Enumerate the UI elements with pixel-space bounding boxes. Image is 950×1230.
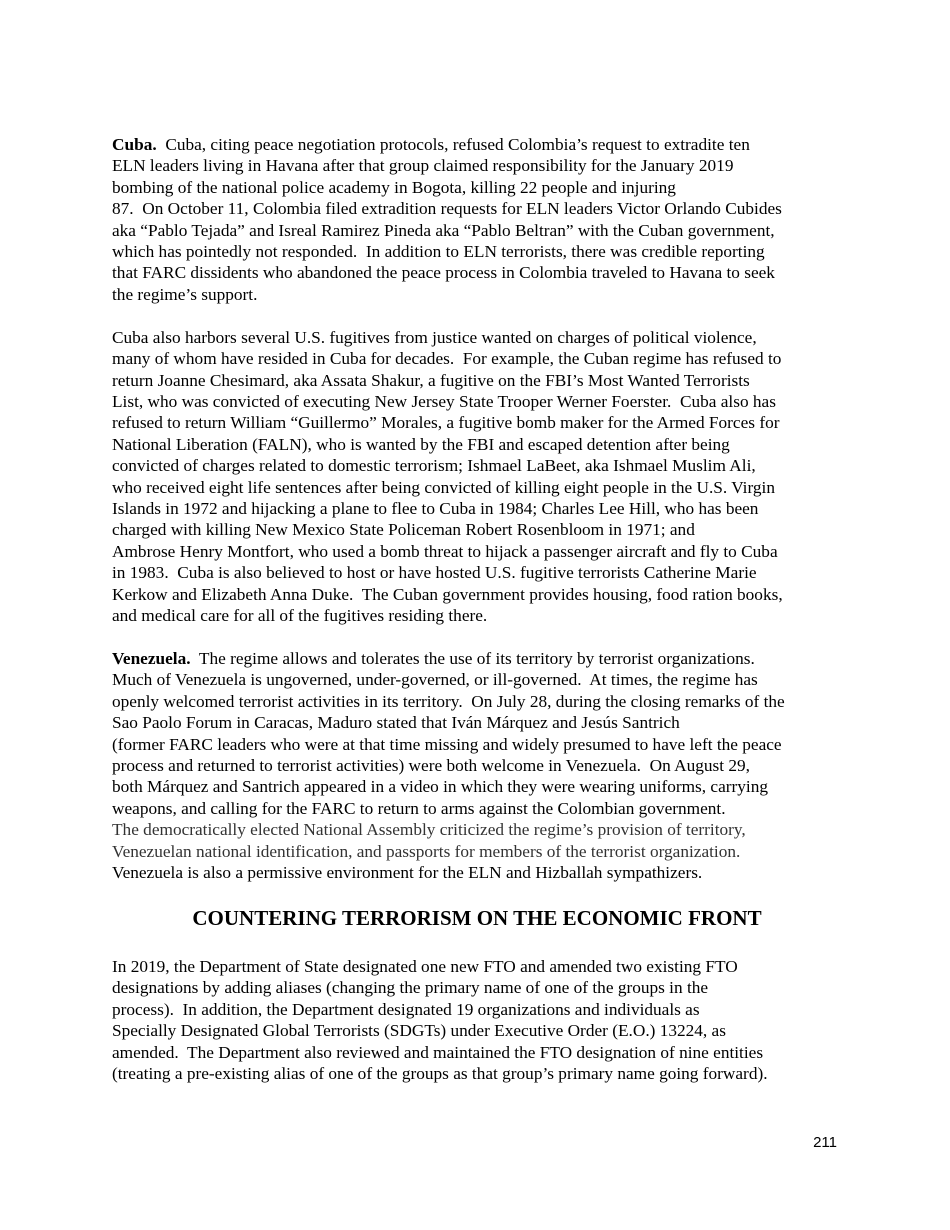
text-line: Cuba also harbors several U.S. fugitives from justice wanted on charges of political violence,	[112, 327, 757, 347]
text-line: Venezuela. The regime allows and tolerates the use of its territory by terrorist organizations.	[112, 648, 755, 668]
text-line: openly welcomed terrorist activities in its territory. On July 28, during the closing remarks of the	[112, 691, 785, 711]
text-line: Islands in 1972 and hijacking a plane to flee to Cuba in 1984; Charles Lee Hill, who has been	[112, 499, 759, 518]
document-page	[112, 134, 842, 1106]
text-line: aka “Pablo Tejada” and Isreal Ramirez Pineda aka “Pablo Beltran” with the Cuban government,	[112, 220, 775, 240]
text-line: convicted of charges related to domestic terrorism; Ishmael LaBeet, aka Ishmael Muslim Ali,	[112, 456, 756, 476]
text-line: Much of Venezuela is ungoverned, under-governed, or ill-governed. At times, the regime has	[112, 670, 758, 690]
text-line: Venezuela is also a permissive environment for the ELN and Hizballah sympathizers.	[112, 863, 703, 882]
text-line: weapons, and calling for the FARC to return to arms against the Colombian government.	[112, 798, 726, 818]
venezuela-lead: Venezuela.	[112, 648, 191, 668]
text-line: ELN leaders living in Havana after that group claimed responsibility for the January 2019	[112, 156, 734, 176]
text-line: (treating a pre-existing alias of one of the groups as that group’s primary name going forward).	[112, 1063, 768, 1083]
text-line: amended. The Department also reviewed and maintained the FTO designation of nine entities	[112, 1042, 764, 1062]
text-line: who received eight life sentences after being convicted of killing eight people in the U.S. Virgin	[112, 477, 775, 497]
text-line: process). In addition, the Department designated 19 organizations and individuals as	[112, 999, 700, 1019]
text-line: which has pointedly not responded. In addition to ELN terrorists, there was credible reporting	[112, 242, 765, 262]
text-line: the regime’s support.	[112, 284, 258, 304]
text-line: that FARC dissidents who abandoned the peace process in Colombia traveled to Havana to seek	[112, 263, 775, 283]
text-line: refused to return William “Guillermo” Morales, a fugitive bomb maker for the Armed Forces for	[112, 413, 780, 433]
text-line: List, who was convicted of executing New Jersey State Trooper Werner Foerster. Cuba also has	[112, 391, 776, 411]
text-line: National Liberation (FALN), who is wanted by the FBI and escaped detention after being	[112, 434, 730, 454]
text-line: charged with killing New Mexico State Policeman Robert Rosenbloom in 1971; and	[112, 520, 695, 540]
venezuela-paragraph	[112, 648, 842, 883]
text-line: return Joanne Chesimard, aka Assata Shakur, a fugitive on the FBI’s Most Wanted Terrorists	[112, 370, 750, 390]
text-line: Kerkow and Elizabeth Anna Duke. The Cuban government provides housing, food ration books,	[112, 584, 783, 604]
text-line: Specially Designated Global Terrorists (SDGTs) under Executive Order (E.O.) 13224, as	[112, 1021, 726, 1041]
text-line: process and returned to terrorist activities) were both welcome in Venezuela. On August 29,	[112, 755, 750, 775]
text-line: (former FARC leaders who were at that time missing and widely presumed to have left the peace	[112, 734, 782, 754]
cuba-fugitives-paragraph	[112, 327, 842, 627]
cuba-paragraph	[112, 134, 842, 305]
text-line: in 1983. Cuba is also believed to host or have hosted U.S. fugitive terrorists Catherine Marie	[112, 563, 757, 583]
text-line: Sao Paolo Forum in Caracas, Maduro stated that Iván Márquez and Jesús Santrich	[112, 713, 680, 733]
text-line: and medical care for all of the fugitives residing there.	[112, 606, 488, 626]
section-heading: COUNTERING TERRORISM ON THE ECONOMIC FRONT	[192, 905, 762, 930]
page-number: 211	[813, 1134, 837, 1151]
text-line: In 2019, the Department of State designated one new FTO and amended two existing FTO	[112, 956, 738, 976]
text-line: Cuba. Cuba, citing peace negotiation protocols, refused Colombia’s request to extradite ten	[112, 135, 750, 154]
text-line: 87. On October 11, Colombia filed extradition requests for ELN leaders Victor Orlando Cubides	[112, 199, 782, 219]
text-line: designations by adding aliases (changing the primary name of one of the groups in the	[112, 978, 709, 998]
cuba-lead: Cuba.	[112, 135, 157, 154]
text-line: bombing of the national police academy in Bogota, killing 22 people and injuring	[112, 177, 676, 197]
text-line: Venezuelan national identification, and passports for members of the terrorist organization.	[112, 841, 741, 861]
text-line: both Márquez and Santrich appeared in a video in which they were wearing uniforms, carrying	[112, 777, 768, 797]
economic-front-paragraph	[112, 956, 842, 1084]
text-line: many of whom have resided in Cuba for decades. For example, the Cuban regime has refused to	[112, 349, 782, 369]
text-line: Ambrose Henry Montfort, who used a bomb threat to hijack a passenger aircraft and fly to Cuba	[112, 541, 778, 561]
text-line: The democratically elected National Assembly criticized the regime’s provision of territory,	[112, 820, 746, 840]
